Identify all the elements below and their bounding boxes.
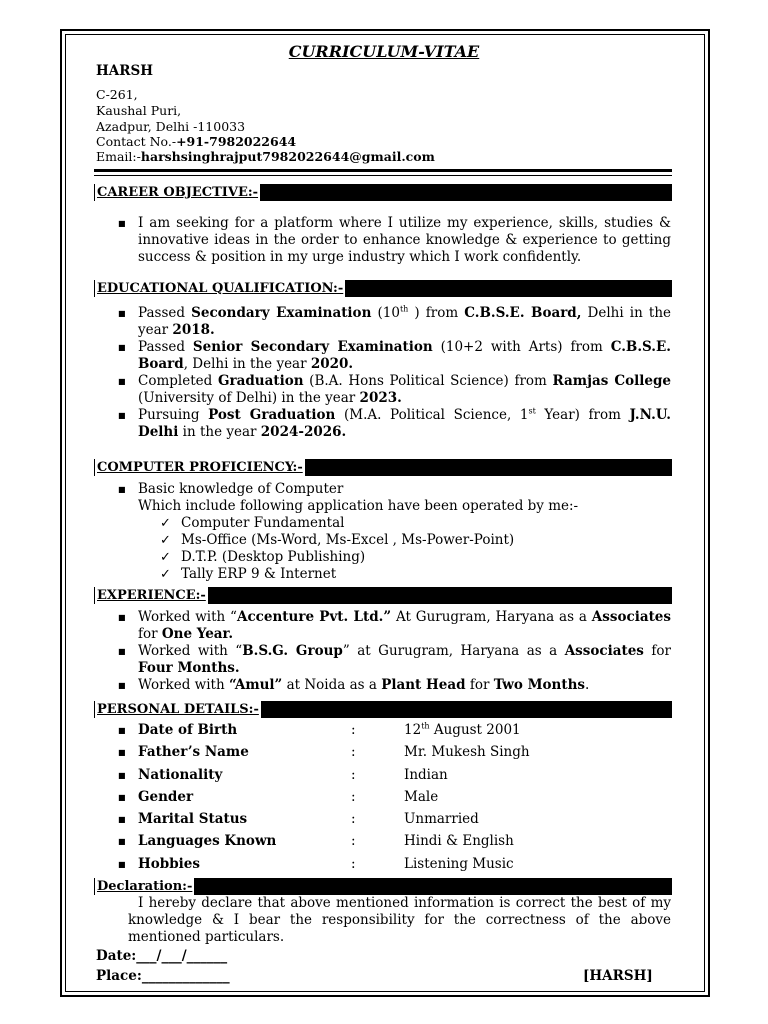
languages-label: Languages Known <box>138 833 277 849</box>
nationality-label: Nationality <box>138 767 223 783</box>
document-title: CURRICULUM-VITAE <box>288 42 480 61</box>
signature: [HARSH] <box>583 968 653 984</box>
hobbies-value: Listening Music <box>404 856 514 872</box>
check-icon: ✓ <box>160 567 171 582</box>
dob-label: Date of Birth <box>138 722 238 738</box>
applicant-name: HARSH <box>96 63 153 79</box>
address-line-3: Azadpur, Delhi -110033 <box>96 119 246 134</box>
declaration-text: I hereby declare that above mentioned information is correct the best of my knowledge & I bear the responsibility for the correctness of the above mentioned particulars. <box>128 895 671 945</box>
section-heading-personal: PERSONAL DETAILS:- <box>97 702 259 717</box>
colon: : <box>351 833 356 849</box>
bullet: ■ <box>118 309 126 318</box>
bullet: ■ <box>118 219 126 228</box>
header-rule-thin <box>94 175 672 176</box>
bullet: ■ <box>118 793 126 802</box>
gender-label: Gender <box>138 789 194 805</box>
marital-status-label: Marital Status <box>138 811 248 827</box>
email-line <box>96 149 435 165</box>
bullet: ■ <box>118 681 126 690</box>
nationality-value: Indian <box>404 767 448 783</box>
address-line-2: Kaushal Puri, <box>96 103 182 118</box>
colon: : <box>351 811 356 827</box>
education-item-2: Passed Senior Secondary Examination (10+2 with Arts) from C.B.S.E. Board, Delhi in the year 2020. <box>138 339 671 372</box>
bullet: ■ <box>118 485 126 494</box>
computer-intro-1: Basic knowledge of Computer <box>138 481 344 497</box>
email-value: harshsinghrajput7982022644@gmail.com <box>140 149 435 164</box>
place-field: Place:_____________ <box>96 968 230 984</box>
gender-value: Male <box>404 789 439 805</box>
bullet: ■ <box>118 377 126 386</box>
experience-item-2: Worked with “B.S.G. Group” at Gurugram, Haryana as a Associates for Four Months. <box>138 643 671 676</box>
bullet: ■ <box>118 748 126 757</box>
marital-status-value: Unmarried <box>404 811 479 827</box>
experience-item-3: Worked with “Amul” at Noida as a Plant Head for Two Months. <box>138 677 590 693</box>
contact-line <box>96 134 296 150</box>
bullet: ■ <box>118 837 126 846</box>
address-line-1: C-261, <box>96 87 138 102</box>
education-item-3: Completed Graduation (B.A. Hons Political Science) from Ramjas College (University of Delhi) in the year 2023. <box>138 373 672 406</box>
father-name-value: Mr. Mukesh Singh <box>404 744 530 760</box>
hobbies-label: Hobbies <box>138 856 200 872</box>
bullet: ■ <box>118 343 126 352</box>
dob-value: 12th August 2001 <box>404 721 521 738</box>
section-heading-education: EDUCATIONAL QUALIFICATION:- <box>97 281 344 296</box>
colon: : <box>351 744 356 760</box>
colon: : <box>351 722 356 738</box>
bullet: ■ <box>118 771 126 780</box>
father-name-label: Father’s Name <box>138 744 249 760</box>
section-heading-career: CAREER OBJECTIVE:- <box>97 185 259 200</box>
date-field: Date:___/___/______ <box>96 948 228 964</box>
experience-item-1: Worked with “Accenture Pvt. Ltd.” At Gurugram, Haryana as a Associates for One Year. <box>138 609 671 642</box>
check-icon: ✓ <box>160 550 171 565</box>
colon: : <box>351 856 356 872</box>
bullet: ■ <box>118 860 126 869</box>
education-item-1: Passed Secondary Examination (10th ) from C.B.S.E. Board, Delhi in the year 2018. <box>138 304 672 338</box>
contact-value: +91-7982022644 <box>176 134 297 149</box>
bullet: ■ <box>118 647 126 656</box>
education-item-4: Pursuing Post Graduation (M.A. Political Science, 1st Year) from J.N.U. Delhi in the year 2024-2026. <box>138 406 671 440</box>
bullet: ■ <box>118 815 126 824</box>
contact-label: Contact No.- <box>96 134 177 149</box>
section-heading-computer: COMPUTER PROFICIENCY:- <box>97 460 303 475</box>
computer-skill: Tally ERP 9 & Internet <box>181 566 337 582</box>
email-label: Email:- <box>96 149 141 164</box>
header-rule-thick <box>94 169 672 172</box>
computer-skill: Computer Fundamental <box>181 515 345 531</box>
bullet: ■ <box>118 411 126 420</box>
section-heading-experience: EXPERIENCE:- <box>97 588 206 603</box>
languages-value: Hindi & English <box>404 833 514 849</box>
section-heading-declaration: Declaration:- <box>97 879 193 894</box>
colon: : <box>351 767 356 783</box>
computer-skill: Ms-Office (Ms-Word, Ms-Excel , Ms-Power-Point) <box>181 532 515 548</box>
computer-intro-2: Which include following application have been operated by me:- <box>138 498 579 514</box>
bullet: ■ <box>118 613 126 622</box>
bullet: ■ <box>118 726 126 735</box>
colon: : <box>351 789 356 805</box>
career-objective-text: I am seeking for a platform where I utilize my experience, skills, studies & innovative ideas in the order to enhance knowledge & experience to getting success & position in my urge industry which I work confidently. <box>138 215 671 265</box>
computer-skill: D.T.P. (Desktop Publishing) <box>181 549 366 565</box>
check-icon: ✓ <box>160 516 171 531</box>
check-icon: ✓ <box>160 533 171 548</box>
